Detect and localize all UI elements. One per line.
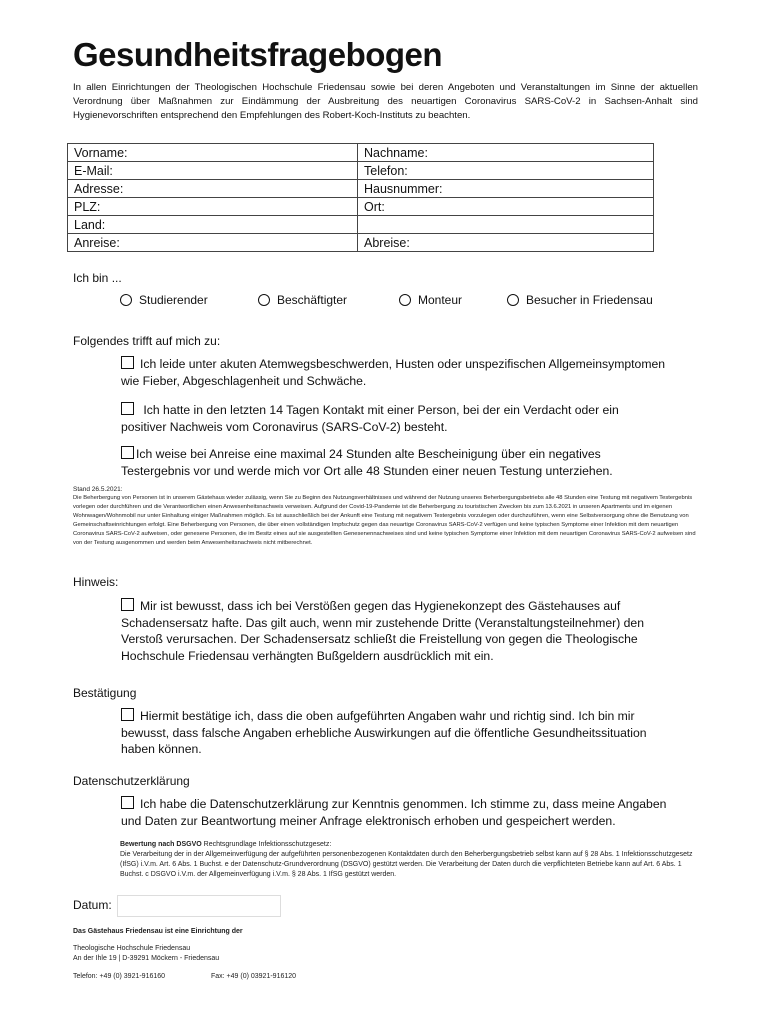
radio-circle-icon [399, 294, 411, 306]
table-row [68, 216, 654, 234]
field-land[interactable]: Land: [68, 216, 358, 234]
checkbox-text: Ich hatte in den letzten 14 Tagen Kontakt mit einer Person, bei der ein Verdacht oder ein [143, 403, 619, 417]
bestaetigung-checkbox-item[interactable] [121, 708, 711, 758]
checkbox-icon[interactable] [121, 356, 134, 369]
checkbox-icon[interactable] [121, 708, 134, 721]
checkbox-text: Hiermit bestätige ich, dass die oben aufgeführten Angaben wahr und richtig sind. Ich bin mir [140, 709, 635, 723]
dsgvo-text: Die Verarbeitung der in der Allgemeinverfügung der aufgeführten personenbezogenen Kontaktdaten durch den Beherbergungsbetrieb selbst kann auf § 28 Abs. 1 Infektionsschutzgesetz (IfSG) i.V.m. Art. 6 Abs. 1 Buchst. e der Datenschutz-Grundverordnung (DSGVO) gestützt werden. Die Verarbeitung der Daten durch die verpflichteten Betriebe kann auf Art. 6 Abs. 1 Buchst. c DSGVO i.V.m. der Allgemeinverfügung i.V.m. § 28 Abs. 1 IfSG gestützt werden. [120, 851, 693, 878]
table-row [68, 180, 654, 198]
field-adresse[interactable]: Adresse: [68, 180, 358, 198]
field-ort[interactable]: Ort: [358, 198, 654, 216]
checkbox-icon[interactable] [121, 402, 134, 415]
field-empty [358, 216, 654, 234]
footer-org: Theologische Hochschule Friedensau [73, 945, 191, 952]
radio-studierender[interactable] [120, 293, 208, 307]
radio-circle-icon [258, 294, 270, 306]
ich-bin-label: Ich bin ... [73, 271, 122, 285]
dsgvo-title: Bewertung nach DSGVO [120, 841, 202, 848]
field-vorname[interactable]: Vorname: [68, 144, 358, 162]
radio-label: Beschäftigter [277, 293, 348, 307]
test-checkbox-item[interactable] [121, 446, 711, 480]
field-abreise[interactable]: Abreise: [358, 234, 654, 252]
stand-text: Die Beherbergung von Personen ist in unserem Gästehaus wieder zulässig, wenn Sie zu Beginn des Nutzungsverhältnisses und während der Nutzung unseres Beherbergungsbetriebs alle 48 Stunden eine Testung mit negativem Testergebnis vorlegen oder durchführen und die Verantwortlichen einen Anwesenheitsnachweis verweisen. Aufgrund der Covid-19-Pandemie ist die Beherbergung zu touristischen Zwecken bis zum 13.6.2021 in unseren Apartments und im eigenen Wohnwagen/Wohnmobil nur unter Einhaltung einiger Maßnahmen möglich. Es ist ausschließlich bei der Ankunft eine Testung mit negativem Testergebnis vorzulegen oder durchzuführen, wenn eine Selbstversorgung ohne die Benutzung von Gemeinschaftseinrichtungen erfolgt. Eine Beherbergung von Personen, die über einen vollständigen Impfschutz gegen das neuartige Coronavirus SARS-CoV-2 verfügen und keine typischen Symptome einer Infektion mit dem neuartigen Coronavirus SARS-CoV-2 aufweisen, oder genesene Personen, die im Besitz eines auf sie ausgestellten Genesenennachweises sind und keine typischen Symptome einer Infektion mit dem neuartigen Coronavirus SARS-CoV-2 aufweisen sind von der Testung ausgenommen und werden beim Anwesenheitsnachweis nicht mitberechnet. [73, 495, 696, 546]
checkbox-text: Ich leide unter akuten Atemwegsbeschwerden, Husten oder unspezifischen Allgemeinsymptomen [140, 357, 666, 371]
field-hausnummer[interactable]: Hausnummer: [358, 180, 654, 198]
datenschutz-checkbox-item[interactable] [121, 796, 711, 829]
dsgvo-note [120, 840, 695, 880]
table-row [68, 234, 654, 252]
checkbox-text: Testergebnis vor und werde mich vor Ort alle 48 Stunden einer neuen Testung unterziehen. [121, 464, 613, 478]
hinweis-checkbox-item[interactable] [121, 598, 711, 664]
table-row [68, 198, 654, 216]
checkbox-text: bewusst, dass falsche Angaben erhebliche Auswirkungen auf die öffentliche Gesundheitssituation [121, 725, 647, 740]
field-anreise[interactable]: Anreise: [68, 234, 358, 252]
contact-checkbox-item[interactable] [121, 402, 711, 436]
checkbox-icon[interactable] [121, 446, 134, 459]
footer-telefon: Telefon: +49 (0) 3921-916160 [73, 973, 166, 980]
radio-besucher[interactable] [507, 293, 653, 307]
field-plz[interactable]: PLZ: [68, 198, 358, 216]
checkbox-icon[interactable] [121, 598, 134, 611]
datum-label: Datum: [73, 898, 112, 912]
footer-address: An der Ihle 19 | D-39291 Möckern - Friedensau [73, 955, 220, 962]
datum-input[interactable] [117, 895, 281, 917]
radio-label: Besucher in Friedensau [526, 293, 653, 307]
radio-circle-icon [120, 294, 132, 306]
checkbox-text: Ich weise bei Anreise eine maximal 24 Stunden alte Bescheinigung über ein negatives [136, 447, 601, 461]
page-title: Gesundheitsfragebogen [73, 36, 443, 73]
radio-label: Studierender [139, 293, 208, 307]
personal-data-table [67, 143, 654, 252]
radio-beschaeftigter[interactable] [258, 293, 347, 307]
checkbox-text: Ich habe die Datenschutzerklärung zur Kenntnis genommen. Ich stimme zu, dass meine Angaben [140, 797, 667, 811]
table-row [68, 144, 654, 162]
hinweis-label: Hinweis: [73, 575, 119, 589]
footer-heading: Das Gästehaus Friedensau ist eine Einrichtung der [73, 928, 243, 935]
checkbox-text: Schadensersatz hafte. Das gilt auch, wenn mir zustehende Dritte (Veranstaltungsteilnehmer) den [121, 615, 644, 630]
stand-date: Stand 26.5.2021: [73, 486, 123, 493]
radio-circle-icon [507, 294, 519, 306]
role-radio-group [0, 293, 770, 311]
checkbox-text: und Daten zur Beantwortung meiner Anfrage elektronisch erhoben und gespeichert werden. [121, 813, 616, 828]
footer-fax: Fax: +49 (0) 03921-916120 [211, 973, 297, 980]
bestaetigung-label: Bestätigung [73, 686, 137, 700]
stand-note [73, 485, 698, 548]
field-email[interactable]: E-Mail: [68, 162, 358, 180]
checkbox-text: positiver Nachweis vom Coronavirus (SARS-CoV-2) besteht. [121, 420, 448, 434]
intro-text: In allen Einrichtungen der Theologischen Hochschule Friedensau sowie bei deren Angeboten und Veranstaltungen im Sinne der aktuellen Verordnung über Maßnahmen zur Eindämmung der Ausbreitung des neuartigen Coronavirus SARS-CoV-2 in Sachsen-Anhalt sind Hygienevorschriften entsprechend den Empfehlungen des Robert-Koch-Instituts zu beachten. [73, 82, 698, 121]
radio-label: Monteur [418, 293, 463, 307]
symptom-checkbox-item[interactable] [121, 356, 711, 390]
checkbox-icon[interactable] [121, 796, 134, 809]
field-nachname[interactable]: Nachname: [358, 144, 654, 162]
checkbox-text: wie Fieber, Abgeschlagenheit und Schwäche. [121, 374, 367, 388]
dsgvo-subtitle: Rechtsgrundlage Infektionsschutzgesetz: [201, 841, 332, 848]
checkbox-text: Verstoß verursachen. Der Schadensersatz schließt die Freistellung von gegen die Theologische [121, 632, 638, 646]
checkbox-text: Mir ist bewusst, dass ich bei Verstößen gegen das Hygienekonzept des Gästehauses auf [140, 599, 621, 613]
field-telefon[interactable]: Telefon: [358, 162, 654, 180]
datenschutz-label: Datenschutzerklärung [73, 774, 190, 788]
checkbox-text: Hochschule Friedensau verhängten Bußgeldern ausdrücklich mit ein. [121, 648, 494, 663]
folgendes-label: Folgendes trifft auf mich zu: [73, 334, 221, 348]
radio-monteur[interactable] [399, 293, 462, 307]
table-row [68, 162, 654, 180]
checkbox-text: haben können. [121, 742, 202, 756]
